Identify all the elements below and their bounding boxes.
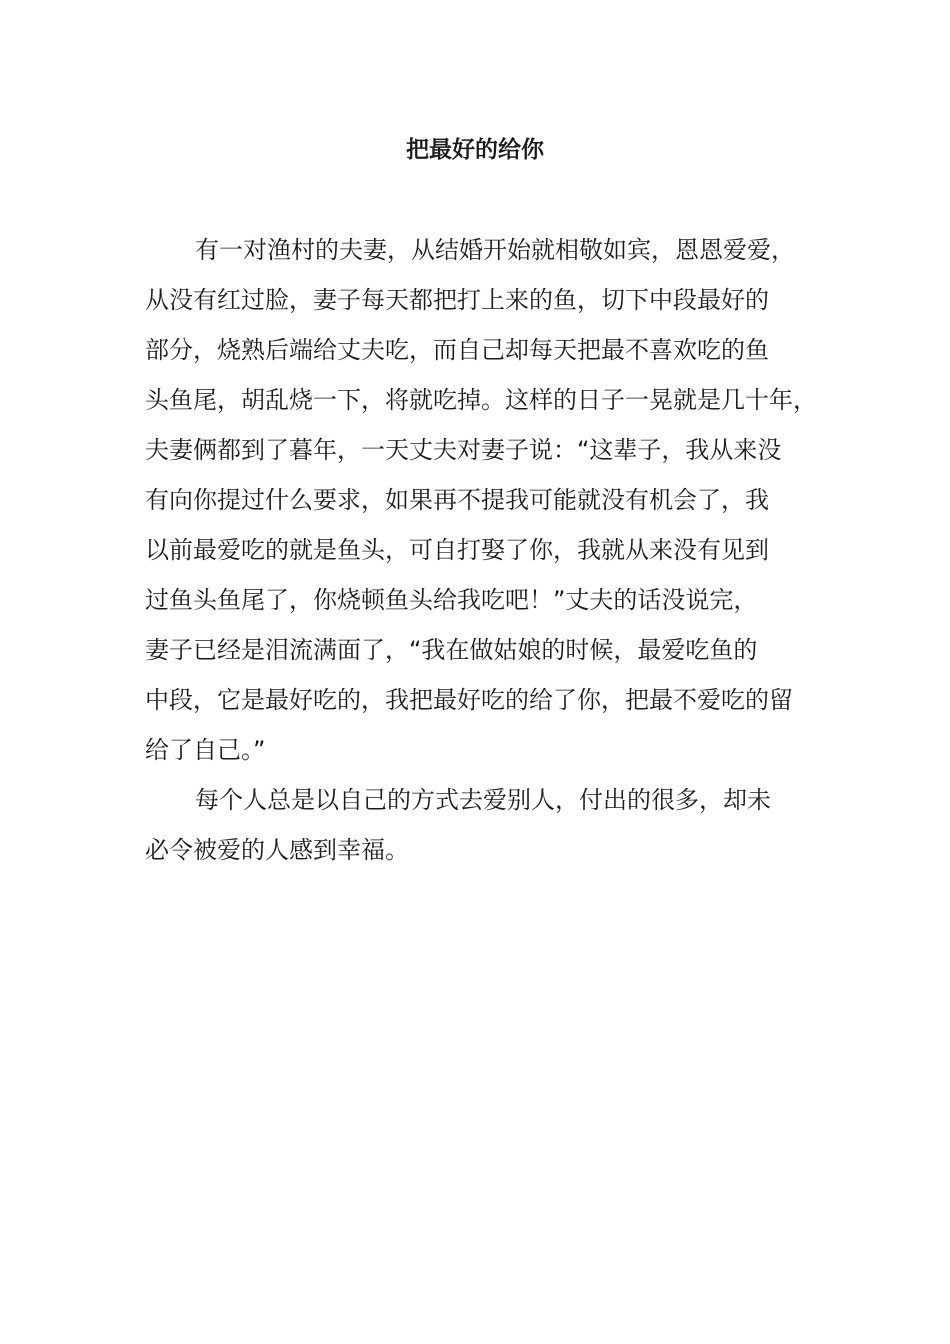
text-line: 每个人总是以自己的方式去爱别人，付出的很多，却未 [195,786,771,814]
document-body [145,225,817,875]
text-line: 有一对渔村的夫妻，从结婚开始就相敬如宾，恩恩爱爱， [195,236,795,264]
text-line: 以前最爱吃的就是鱼头，可自打娶了你，我就从来没有见到 [145,536,769,564]
text-line: 妻子已经是泪流满面了，“我在做姑娘的时候，最爱吃鱼的 [145,636,758,664]
text-line: 从没有红过脸，妻子每天都把打上来的鱼，切下中段最好的 [145,286,769,314]
text-line: 过鱼头鱼尾了，你烧顿鱼头给我吃吧！”丈夫的话没说完， [145,586,758,614]
paragraph-2 [145,775,810,875]
text-line: 有向你提过什么要求，如果再不提我可能就没有机会了，我 [145,486,769,514]
text-line: 必令被爱的人感到幸福。 [145,836,409,864]
paragraph-1 [145,225,817,775]
text-line: 头鱼尾，胡乱烧一下，将就吃掉。这样的日子一晃就是几十年， [145,386,817,414]
text-line: 部分，烧熟后端给丈夫吃，而自己却每天把最不喜欢吃的鱼 [145,336,769,364]
text-line: 夫妻俩都到了暮年，一天丈夫对妻子说：“这辈子，我从来没 [145,436,782,464]
document-title: 把最好的给你 [406,137,544,163]
text-line: 给了自己。” [145,736,266,764]
text-line: 中段，它是最好吃的，我把最好吃的给了你，把最不爱吃的留 [145,686,793,714]
